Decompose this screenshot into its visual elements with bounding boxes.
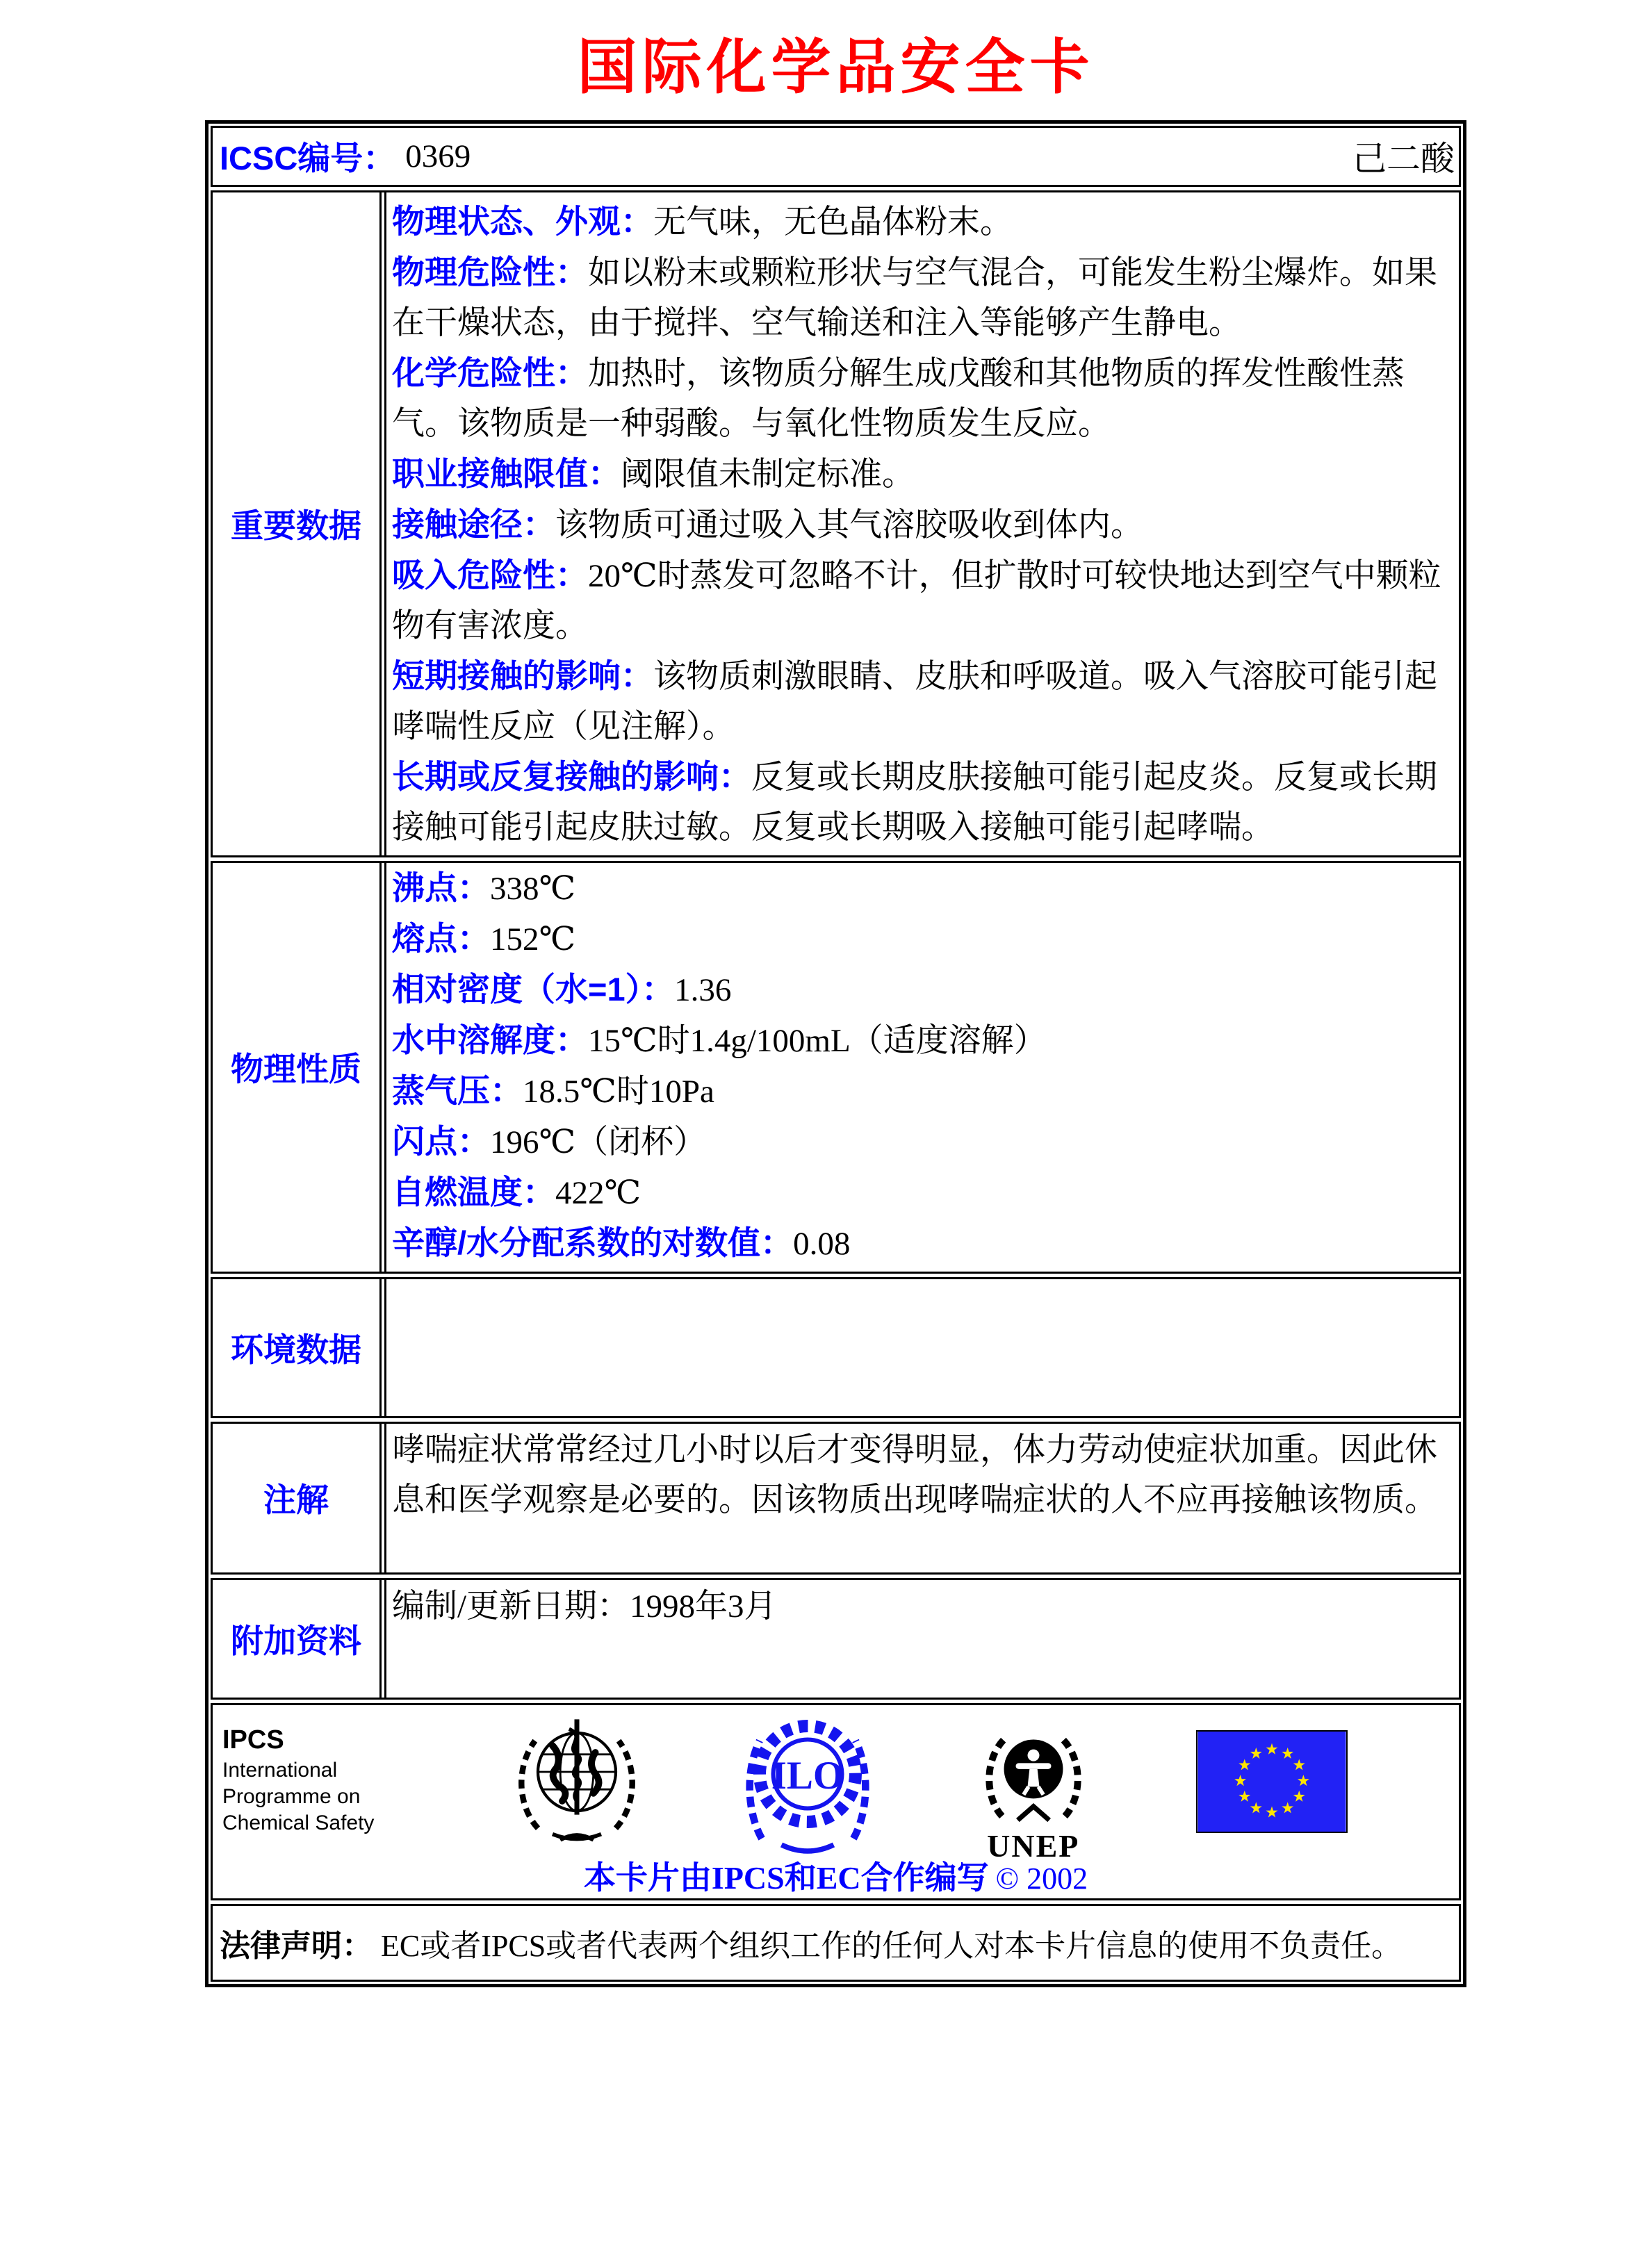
data-item bbox=[392, 197, 1449, 247]
field-value: 1.36 bbox=[674, 971, 732, 1008]
field-value: 422℃ bbox=[555, 1174, 641, 1211]
data-item bbox=[392, 247, 1449, 348]
logos-row bbox=[211, 1703, 1461, 1900]
legal-row bbox=[211, 1904, 1461, 1982]
legal-text: EC或者IPCS或者代表两个组织工作的任何人对本卡片信息的使用不负责任。 bbox=[381, 1928, 1403, 1963]
unep-block bbox=[974, 1722, 1093, 1864]
field-value: 反复或长期皮肤接触可能引起皮炎。反复或长期接触可能引起皮肤过敏。反复或长期吸入接触可能引起哮喘。 bbox=[392, 759, 1437, 846]
environmental-data-content bbox=[384, 1279, 1459, 1416]
section-label-physical-properties: 物理性质 bbox=[213, 863, 382, 1272]
header-row bbox=[211, 126, 1461, 187]
page-title: 国际化学品安全卡 bbox=[577, 34, 1095, 101]
icsc-card-table bbox=[205, 120, 1466, 1987]
section-row-additional-info bbox=[211, 1578, 1461, 1700]
field-label: 辛醇/水分配系数的对数值： bbox=[392, 1224, 794, 1261]
field-label: 闪点： bbox=[392, 1122, 490, 1160]
field-value: 无气味，无色晶体粉末。 bbox=[653, 204, 1013, 240]
data-item bbox=[392, 651, 1449, 752]
field-label: 沸点： bbox=[392, 869, 490, 906]
who-icon bbox=[514, 1714, 640, 1850]
logos-cell bbox=[213, 1705, 1459, 1898]
ipcs-block bbox=[222, 1727, 410, 1836]
credit-line bbox=[213, 1852, 1459, 1898]
field-label: 吸入危险性： bbox=[392, 556, 588, 593]
section-label-important-data: 重要数据 bbox=[213, 192, 382, 855]
logo-strip bbox=[213, 1712, 1459, 1864]
field-value: 如以粉末或颗粒形状与空气混合，可能发生粉尘爆炸。如果在干燥状态，由于搅拌、空气输送和注入等能够产生静电。 bbox=[392, 254, 1437, 341]
legal-label: 法律声明： bbox=[220, 1928, 373, 1963]
field-label: 熔点： bbox=[392, 919, 490, 957]
data-item bbox=[392, 550, 1449, 651]
field-label: 接触途径： bbox=[392, 505, 555, 543]
field-label: 水中溶解度： bbox=[392, 1021, 588, 1058]
icsc-number-value: 0369 bbox=[405, 138, 471, 174]
important-data-content bbox=[384, 192, 1459, 855]
field-label: 自燃温度： bbox=[392, 1173, 555, 1210]
section-label-environmental-data: 环境数据 bbox=[213, 1279, 382, 1416]
header-cell bbox=[213, 128, 1459, 185]
section-row-notes bbox=[211, 1422, 1461, 1575]
data-item bbox=[392, 1167, 1449, 1218]
ilo-label: ILO bbox=[771, 1754, 844, 1798]
data-item bbox=[392, 348, 1449, 449]
field-value: 阈限值未制定标准。 bbox=[621, 456, 915, 493]
ipcs-subtitle-line: Programme on bbox=[222, 1784, 361, 1808]
chemical-name: 己二酸 bbox=[1352, 139, 1455, 178]
section-row-physical-properties bbox=[211, 861, 1461, 1274]
section-row-environmental-data bbox=[211, 1277, 1461, 1418]
credit-text: 本卡片由IPCS和EC合作编写 bbox=[583, 1859, 989, 1896]
data-item bbox=[392, 752, 1449, 853]
legal-cell bbox=[213, 1906, 1459, 1980]
field-value: 15℃时1.4g/100mL（适度溶解） bbox=[588, 1022, 1047, 1059]
field-value: 加热时，该物质分解生成戊酸和其他物质的挥发性酸性蒸气。该物质是一种弱酸。与氧化性物质发生反应。 bbox=[392, 355, 1405, 442]
copyright: © 2002 bbox=[995, 1861, 1088, 1896]
eu-flag-icon bbox=[1196, 1730, 1348, 1833]
data-item bbox=[392, 863, 1449, 914]
field-label: 蒸气压： bbox=[392, 1071, 523, 1109]
physical-properties-content bbox=[384, 863, 1459, 1272]
field-label: 长期或反复接触的影响： bbox=[392, 757, 751, 795]
field-value: 0.08 bbox=[793, 1225, 851, 1262]
data-item bbox=[392, 964, 1449, 1015]
data-item bbox=[392, 1066, 1449, 1117]
data-item bbox=[392, 449, 1449, 500]
field-value: 18.5℃时10Pa bbox=[523, 1073, 714, 1110]
icsc-number-group bbox=[220, 133, 471, 179]
field-label: 职业接触限值： bbox=[392, 454, 621, 492]
unep-label: UNEP bbox=[987, 1828, 1080, 1864]
unep-icon bbox=[974, 1722, 1093, 1826]
field-value: 该物质可通过吸入其气溶胶吸收到体内。 bbox=[555, 507, 1143, 543]
field-label: 相对密度（水=1）： bbox=[392, 970, 675, 1008]
data-item bbox=[392, 1218, 1449, 1269]
data-item bbox=[392, 500, 1449, 550]
data-item bbox=[392, 914, 1449, 964]
page bbox=[0, 35, 1627, 2268]
field-value: 152℃ bbox=[490, 921, 576, 958]
field-label: 物理危险性： bbox=[392, 253, 588, 290]
data-item bbox=[392, 1117, 1449, 1167]
notes-content: 哮喘症状常常经过几小时以后才变得明显，体力劳动使症状加重。因此休息和医学观察是必要的。因该物质出现哮喘症状的人不应再接触该物质。 bbox=[384, 1424, 1459, 1572]
section-label-notes: 注解 bbox=[213, 1424, 382, 1572]
field-label: 物理状态、外观： bbox=[392, 202, 653, 240]
ipcs-subtitle-line: Chemical Safety bbox=[222, 1811, 375, 1834]
field-value: 196℃（闭杯） bbox=[490, 1124, 707, 1160]
section-label-additional-info: 附加资料 bbox=[213, 1580, 382, 1698]
section-row-important-data bbox=[211, 190, 1461, 857]
field-value: 338℃ bbox=[490, 870, 576, 907]
field-label: 短期接触的影响： bbox=[392, 657, 653, 694]
field-value: 20℃时蒸发可忽略不计，但扩散时可较快地达到空气中颗粒物有害浓度。 bbox=[392, 557, 1441, 644]
additional-info-content: 编制/更新日期：1998年3月 bbox=[384, 1580, 1459, 1698]
ipcs-title: IPCS bbox=[222, 1725, 284, 1755]
ipcs-subtitle-line: International bbox=[222, 1758, 338, 1782]
ilo-icon bbox=[744, 1703, 871, 1859]
icsc-number-label: ICSC编号： bbox=[220, 140, 396, 177]
data-item bbox=[392, 1015, 1449, 1066]
field-value: 该物质刺激眼睛、皮肤和呼吸道。吸入气溶胶可能引起哮喘性反应（见注解）。 bbox=[392, 658, 1437, 745]
field-label: 化学危险性： bbox=[392, 354, 588, 391]
